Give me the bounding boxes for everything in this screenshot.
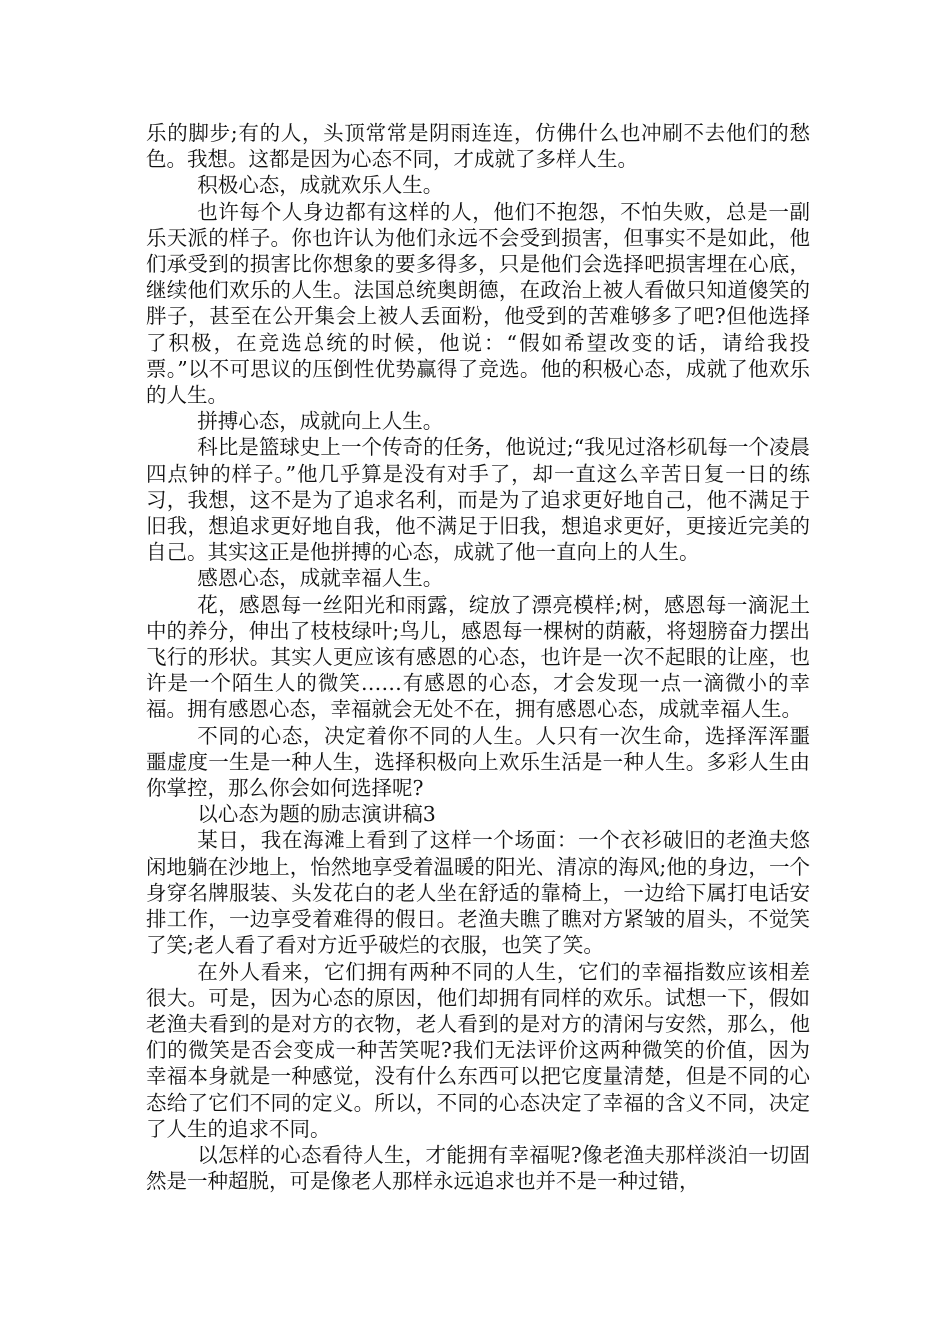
section-heading-gratitude: 感恩心态，成就幸福人生。 [197, 566, 444, 591]
document-page [146, 120, 810, 1194]
paragraph-beach-scene: 某日，我在海滩上看到了这样一个场面：一个衣衫破旧的老渔夫悠闲地躺在沙地上，怡然地享受着温暖的阳光、清凉的海风;他的身边，一个身穿名牌服装、头发花白的老人坐在舒适的靠椅上，一边给下属打电话安排工作，一边享受着难得的假日。老渔夫瞧了瞧对方紧皱的眉头，不觉笑了笑;老人看了看对方近乎破烂的衣服，也笑了笑。 [146, 828, 810, 958]
section-heading-striving: 拼搏心态，成就向上人生。 [197, 409, 444, 434]
paragraph-gratitude: 花，感恩每一丝阳光和雨露，绽放了漂亮模样;树，感恩每一滴泥土中的养分，伸出了枝枝绿叶;鸟儿，感恩每一棵树的荫蔽，将翅膀奋力摆出飞行的形状。其实人更应该有感恩的心态，也许是一次不起眼的让座，也许是一个陌生人的微笑……有感恩的心态，才会发现一点一滴微小的幸福。拥有感恩心态，幸福就会无处不在，拥有感恩心态，成就幸福人生。 [146, 592, 810, 722]
paragraph-conclusion: 不同的心态，决定着你不同的人生。人只有一次生命，选择浑浑噩噩虚度一生是一种人生，选择积极向上欢乐生活是一种人生。多彩人生由你掌控，那么你会如何选择呢? [146, 723, 810, 801]
section-heading-positive: 积极心态，成就欢乐人生。 [197, 173, 444, 198]
speech-title-3: 以心态为题的励志演讲稿3 [197, 802, 436, 827]
paragraph-outsider-view: 在外人看来，它们拥有两种不同的人生，它们的幸福指数应该相差很大。可是，因为心态的原因，他们却拥有同样的欢乐。试想一下，假如老渔夫看到的是对方的衣物，老人看到的是对方的清闲与安然，那么，他们的微笑是否会变成一种苦笑呢?我们无法评价这两种微笑的价值，因为幸福本身就是一种感觉，没有什么东西可以把它度量清楚，但是不同的心态给了它们不同的定义。所以，不同的心态决定了幸福的含义不同，决定了人生的追求不同。 [146, 959, 810, 1141]
paragraph-positive: 也许每个人身边都有这样的人，他们不抱怨，不怕失败，总是一副乐天派的样子。你也许认为他们永远不会受到损害，但事实不是如此，他们承受到的损害比你想象的要多得多，只是他们会选择吧损害埋在心底，继续他们欢乐的人生。法国总统奥朗德，在政治上被人看做只知道傻笑的胖子，甚至在公开集会上被人丢面粉，他受到的苦难够多了吧?但他选择了积极，在竞选总统的时候，他说：“假如希望改变的话，请给我投票。”以不可思议的压倒性优势赢得了竞选。他的积极心态，成就了他欢乐的人生。 [146, 199, 810, 408]
paragraph-question: 以怎样的心态看待人生，才能拥有幸福呢?像老渔夫那样淡泊一切固然是一种超脱，可是像老人那样永远追求也并不是一种过错， [146, 1142, 810, 1194]
paragraph-continuation: 乐的脚步;有的人，头顶常常是阴雨连连，仿佛什么也冲刷不去他们的愁色。我想。这都是因为心态不同，才成就了多样人生。 [146, 121, 810, 172]
paragraph-striving: 科比是篮球史上一个传奇的任务，他说过;“我见过洛杉矶每一个凌晨四点钟的样子。”他几乎算是没有对手了，却一直这么辛苦日复一日的练习，我想，这不是为了追求名利，而是为了追求更好地自己，他不满足于旧我，想追求更好地自我，他不满足于旧我，想追求更好，更接近完美的自己。其实这正是他拼搏的心态，成就了他一直向上的人生。 [146, 435, 810, 565]
